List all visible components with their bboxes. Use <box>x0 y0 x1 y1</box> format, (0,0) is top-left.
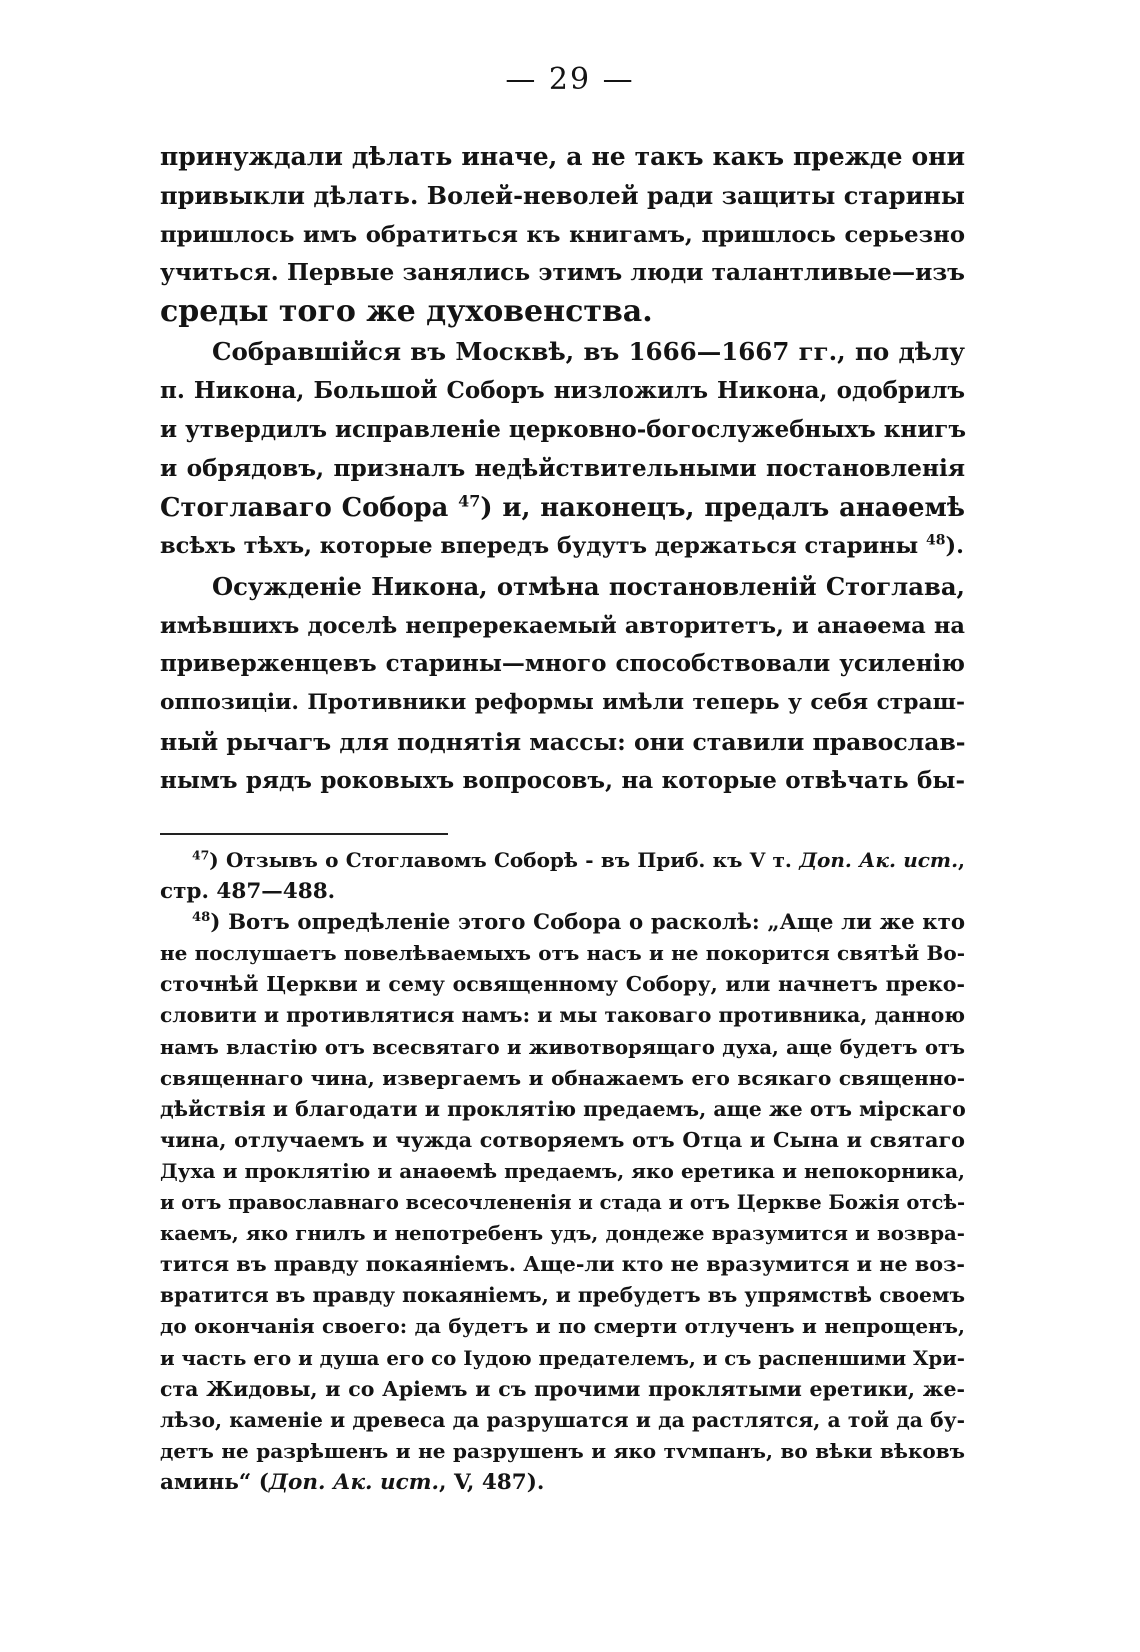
footnotes <box>160 845 965 1498</box>
text-segment: ) и, наконецъ, предалъ анаѳемѣ <box>480 492 966 523</box>
footnote-line: и отъ православнаго всесочлененія и стада и отъ Церкве Божія отсѣ- <box>160 1191 966 1215</box>
footnote-line: и часть его и душа его со Іудою предателемъ, и съ распеншими Хри- <box>160 1345 965 1370</box>
footnote-line <box>160 1467 965 1498</box>
text-line: приверженцевъ старины—много способствовали усиленію <box>160 650 965 678</box>
footnote-line: словити и противлятися намъ: и мы таковаго противника, данною <box>160 1003 965 1028</box>
footnote-ref-47[interactable]: 47 <box>458 491 481 511</box>
footnote-line: чина, отлучаемъ и чужда сотворяемъ отъ Отца и Сына и святаго <box>160 1127 965 1152</box>
text-line: имѣвшихъ доселѣ непререкаемый авторитетъ, и анаѳема на <box>160 612 965 639</box>
paragraph-2 <box>160 333 965 566</box>
text-line: ный рычагъ для поднятія массы: они ставили православ- <box>160 727 966 756</box>
footnote-line: детъ не разрѣшенъ и не разрушенъ и яко тѵмпанъ, во вѣки вѣковъ <box>160 1438 965 1463</box>
footnote-line: лѣзо, каменіе и древеса да разрушатся и да растлятся, а той да бу- <box>160 1407 965 1432</box>
footnote-line: намъ властію отъ всесвятаго и животворящаго духа, аще будетъ отъ <box>160 1035 965 1059</box>
text-line: Осужденіе Никона, отмѣна постановленій Стоглава, <box>212 571 965 601</box>
footnote-line <box>160 845 965 876</box>
source-citation: Доп. Ак. ист. <box>268 1469 439 1495</box>
text-segment: , V, 487). <box>438 1469 545 1495</box>
text-line: и утвердилъ исправленіе церковно-богослужебныхъ книгъ <box>160 416 967 444</box>
footnote-48 <box>160 907 965 1498</box>
main-text <box>160 138 965 801</box>
page-number: — 29 — <box>505 62 635 97</box>
footnote-line: дѣйствія и благодати и проклятію предаемъ, аще же отъ мірскаго <box>160 1096 966 1121</box>
footnote-line: не послушаетъ повелѣваемыхъ отъ насъ и не покорится святѣй Во- <box>160 941 965 966</box>
text-line: Собравшійся въ Москвѣ, въ 1666—1667 гг., по дѣлу <box>212 337 965 367</box>
footnote-number: 48 <box>192 910 211 926</box>
text-line: пришлось имъ обратиться къ книгамъ, пришлось серьезно <box>160 221 965 248</box>
footnote-ref-48[interactable]: 48 <box>926 532 946 549</box>
text-line: среды того же духовенства. <box>160 294 653 330</box>
footnote-47 <box>160 845 965 907</box>
text-line: учиться. Первые занялись этимъ люди талантливые—изъ <box>160 259 965 287</box>
footnote-line: вратится въ правду покаяніемъ, и пребудетъ въ упрямствѣ своемъ <box>160 1283 966 1308</box>
text-segment: Стоглаваго Собора <box>160 492 449 523</box>
footnote-line: до окончанія своего: да будетъ и по смерти отлученъ и непрощенъ, <box>160 1314 965 1339</box>
text-segment: аминь“ ( <box>160 1469 269 1495</box>
footnote-line: тится въ правду покаяніемъ. Аще-ли кто не вразумится и не воз- <box>160 1252 965 1277</box>
footnote-line: Духа и проклятію и анаѳемѣ предаемъ, яко еретика и непокорника, <box>160 1158 965 1183</box>
text-line <box>160 489 965 528</box>
text-line <box>160 527 965 566</box>
footnote-line <box>160 907 965 938</box>
footnote-line: ста Жидовы, и со Аріемъ и съ прочими проклятыми еретики, же- <box>160 1376 965 1401</box>
text-line: оппозиціи. Противники реформы имѣли теперь у себя страш- <box>160 690 965 716</box>
source-citation: Доп. Ак. ист. <box>799 848 959 872</box>
footnote-line: каемъ, яко гнилъ и непотребенъ удъ, дондеже вразумится и возвра- <box>160 1221 965 1246</box>
text-line: привыкли дѣлать. Волей-неволей ради защиты старины <box>160 180 965 210</box>
text-line: нымъ рядъ роковыхъ вопросовъ, на которые отвѣчать бы- <box>160 766 965 794</box>
footnote-line: священнаго чина, извергаемъ и обнажаемъ его всякаго священно- <box>160 1065 965 1090</box>
text-line: п. Никона, Большой Соборъ низложилъ Никона, одобрилъ <box>160 377 965 405</box>
footnote-line: сточнѣй Церкви и сему освященному Собору, или начнетъ преко- <box>160 972 965 997</box>
text-line: принуждали дѣлать иначе, а не такъ какъ прежде они <box>160 142 965 171</box>
text-segment: ) Отзывъ о Стоглавомъ Соборѣ - въ Приб. къ V т. <box>209 848 792 872</box>
text-segment: всѣхъ тѣхъ, которые впередъ будутъ держаться старины <box>160 533 919 560</box>
footnote-line: стр. 487—488. <box>160 879 336 905</box>
text-line: и обрядовъ, призналъ недѣйствительными постановленія <box>160 454 965 482</box>
text-segment: ) Вотъ опредѣленіе этого Собора о расколѣ: „Аще ли же кто <box>210 910 965 936</box>
footnote-number: 47 <box>192 847 210 863</box>
text-segment: , <box>958 848 966 872</box>
paragraph-3 <box>160 568 965 801</box>
text-segment: ). <box>945 533 964 560</box>
footnote-divider <box>160 833 448 835</box>
paragraph-1 <box>160 138 965 332</box>
